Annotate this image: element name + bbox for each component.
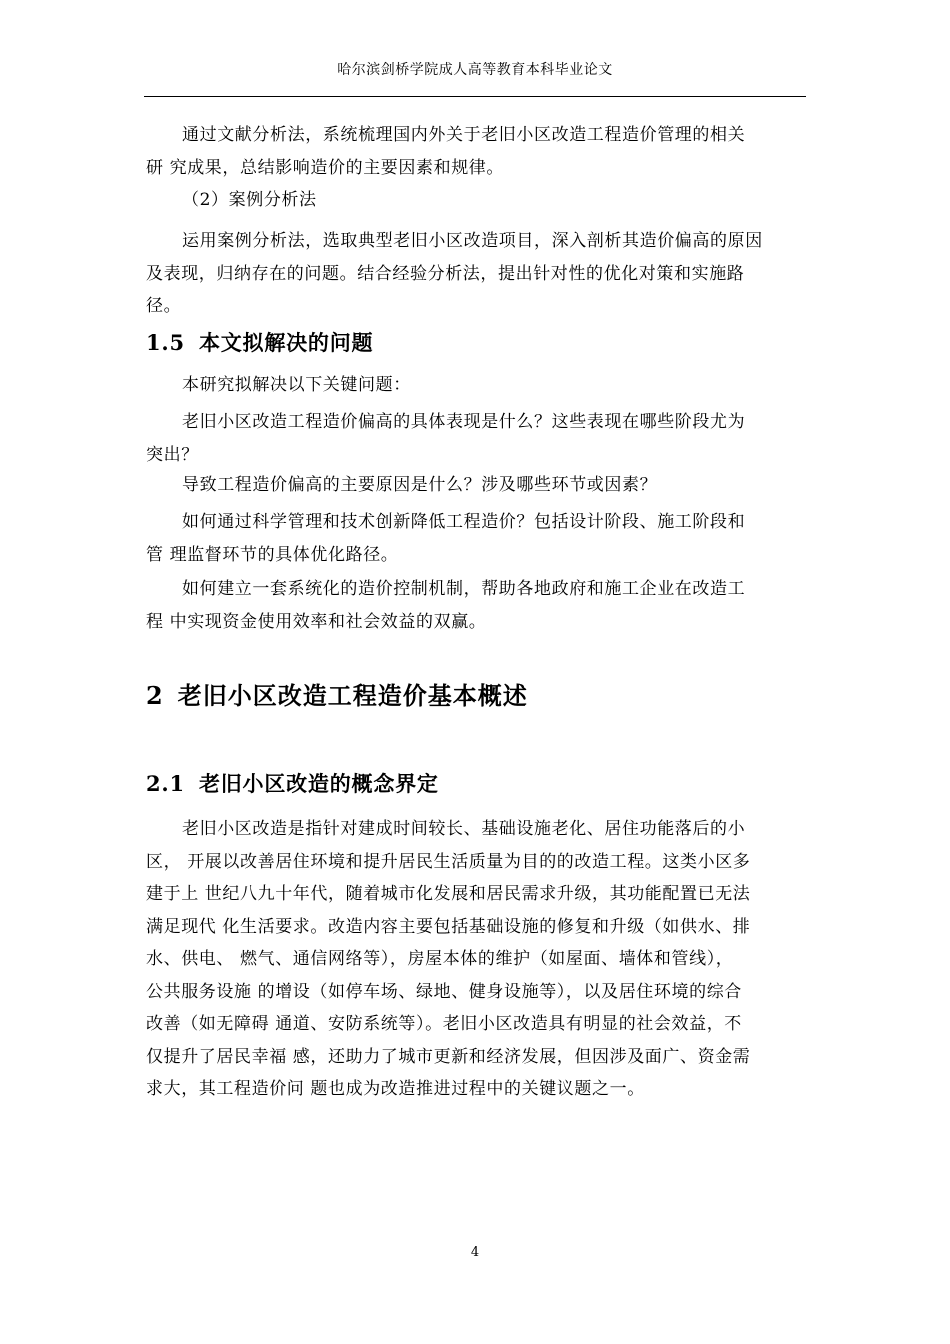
text-line: 径。 xyxy=(146,296,182,316)
chapter-heading-2 xyxy=(146,679,528,713)
text-line: 程 中实现资金使用效率和社会效益的双赢。 xyxy=(146,611,487,632)
text-line: 通过文献分析法，系统梳理国内外关于老旧小区改造工程造价管理的相关 xyxy=(182,125,746,145)
section-number: 1.5 xyxy=(146,330,185,355)
question-1 xyxy=(146,406,810,471)
method-case-analysis-title xyxy=(146,184,810,217)
text-line: 如何建立一套系统化的造价控制机制，帮助各地政府和施工企业在改造工 xyxy=(182,579,746,599)
chapter-title: 老旧小区改造工程造价基本概述 xyxy=(177,681,528,710)
text-line: 区， 开展以改善居住环境和提升居民生活质量为目的的改造工程。这类小区多 xyxy=(146,851,751,872)
text-line: 水、供电、 燃气、通信网络等），房屋本体的维护（如屋面、墙体和管线）， xyxy=(146,949,734,969)
text-line: 仅提升了居民幸福 感，还助力了城市更新和经济发展，但因涉及面广、资金需 xyxy=(146,1046,751,1067)
paragraph-literature-method xyxy=(146,119,810,184)
text-line: 求大，其工程造价问 题也成为改造推进过程中的关键议题之一。 xyxy=(146,1079,645,1099)
text-line: 满足现代 化生活要求。改造内容主要包括基础设施的修复和升级（如供水、排 xyxy=(146,916,751,937)
header-divider xyxy=(144,96,806,97)
text-line: （2）案例分析法 xyxy=(182,190,317,210)
section-heading-1-5 xyxy=(146,327,373,359)
chapter-number: 2 xyxy=(146,681,164,710)
text-line: 老旧小区改造工程造价偏高的具体表现是什么？这些表现在哪些阶段尤为 xyxy=(182,412,746,432)
page-header: 哈尔滨剑桥学院成人高等教育本科毕业论文 xyxy=(337,62,613,78)
text-line: 突出？ xyxy=(146,444,199,465)
section-heading-2-1 xyxy=(146,768,439,800)
section-title: 本文拟解决的问题 xyxy=(198,330,374,355)
text-line: 公共服务设施 的增设（如停车场、绿地、健身设施等），以及居住环境的综合 xyxy=(146,981,742,1002)
paragraph-case-method xyxy=(146,225,810,323)
text-line: 建于上 世纪八九十年代，随着城市化发展和居民需求升级，其功能配置已无法 xyxy=(146,884,751,904)
section-number: 2.1 xyxy=(146,771,185,796)
text-line: 如何通过科学管理和技术创新降低工程造价？包括设计阶段、施工阶段和 xyxy=(182,512,746,532)
question-2 xyxy=(146,469,810,502)
page-number: 4 xyxy=(470,1245,480,1260)
text-line: 老旧小区改造是指针对建成时间较长、基础设施老化、居住功能落后的小 xyxy=(182,819,746,839)
text-line: 运用案例分析法，选取典型老旧小区改造项目，深入剖析其造价偏高的原因 xyxy=(182,231,763,251)
text-line: 及表现，归纳存在的问题。结合经验分析法，提出针对性的优化对策和实施路 xyxy=(146,263,745,284)
text-line: 管 理监督环节的具体优化路径。 xyxy=(146,544,399,565)
text-line: 本研究拟解决以下关键问题： xyxy=(182,375,411,395)
text-line: 导致工程造价偏高的主要原因是什么？涉及哪些环节或因素？ xyxy=(182,475,658,495)
paragraph-intro xyxy=(146,369,810,402)
question-4 xyxy=(146,573,810,638)
paragraph-concept-definition xyxy=(146,813,810,1106)
text-line: 改善（如无障碍 通道、安防系统等）。老旧小区改造具有明显的社会效益，不 xyxy=(146,1014,742,1034)
question-3 xyxy=(146,506,810,571)
text-line: 研 究成果，总结影响造价的主要因素和规律。 xyxy=(146,157,505,178)
section-title: 老旧小区改造的概念界定 xyxy=(198,771,439,796)
